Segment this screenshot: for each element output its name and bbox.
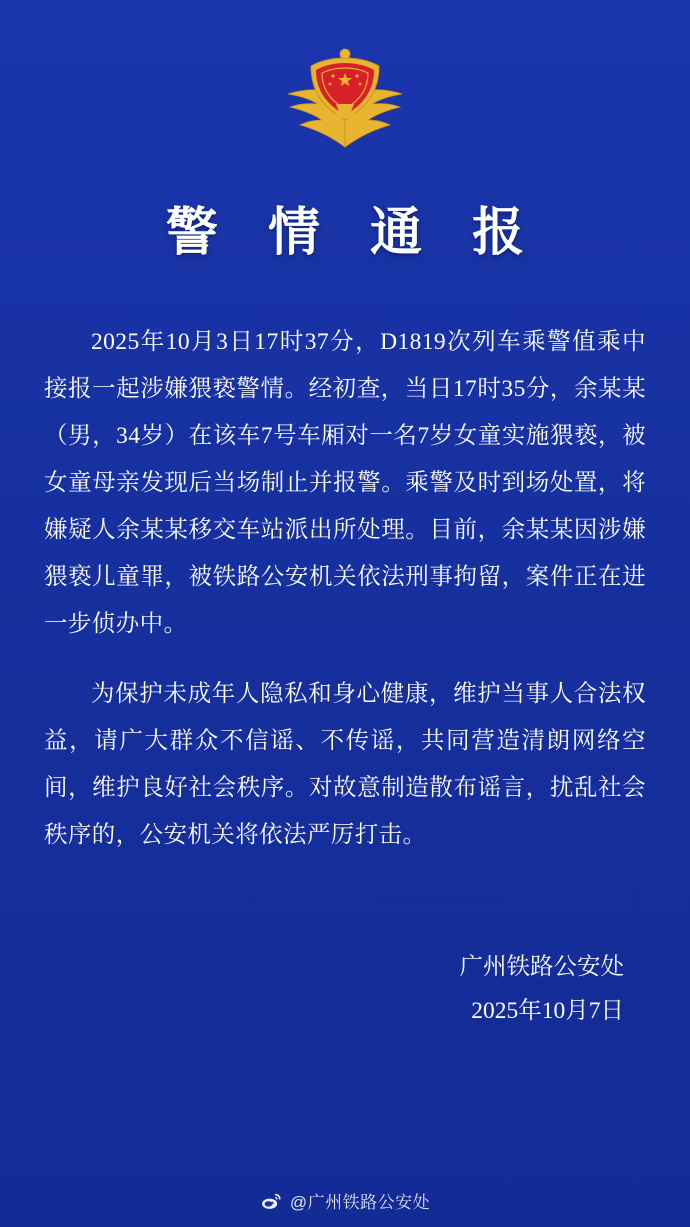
watermark-footer [0,1188,690,1213]
signature-date: 2025年10月7日 [471,997,624,1024]
china-police-emblem-icon [270,44,420,162]
page-title: 警 情 通 报 [165,202,541,263]
emblem-container [0,44,690,162]
weibo-icon [260,1190,282,1212]
notice-body [44,295,646,883]
signature-block [0,945,624,1033]
weibo-account-label: @广州铁路公安处 [289,1193,431,1212]
notice-paragraph: 为保护未成年人隐私和身心健康，维护当事人合法权益，请广大群众不信谣、不传谣，共同营造清朗网络空间，维护良好社会秩序。对故意制造散布谣言，扰乱社会秩序的，公安机关将依法严厉打击。 [44,681,646,848]
signature-organization: 广州铁路公安处 [459,953,624,980]
notice-paragraph: 2025年10月3日17时37分，D1819次列车乘警值乘中接报一起涉嫌猥亵警情。经初查，当日17时35分，余某某（男，34岁）在该车7号车厢对一名7岁女童实施猥亵，被女童母亲发现后当场制止并报警。乘警及时到场处置，将嫌疑人余某某移交车站派出所处理。目前，余某某因涉嫌猥亵儿童罪，被铁路公安机关依法刑事拘留，案件正在进一步侦办中。 [44,328,646,637]
